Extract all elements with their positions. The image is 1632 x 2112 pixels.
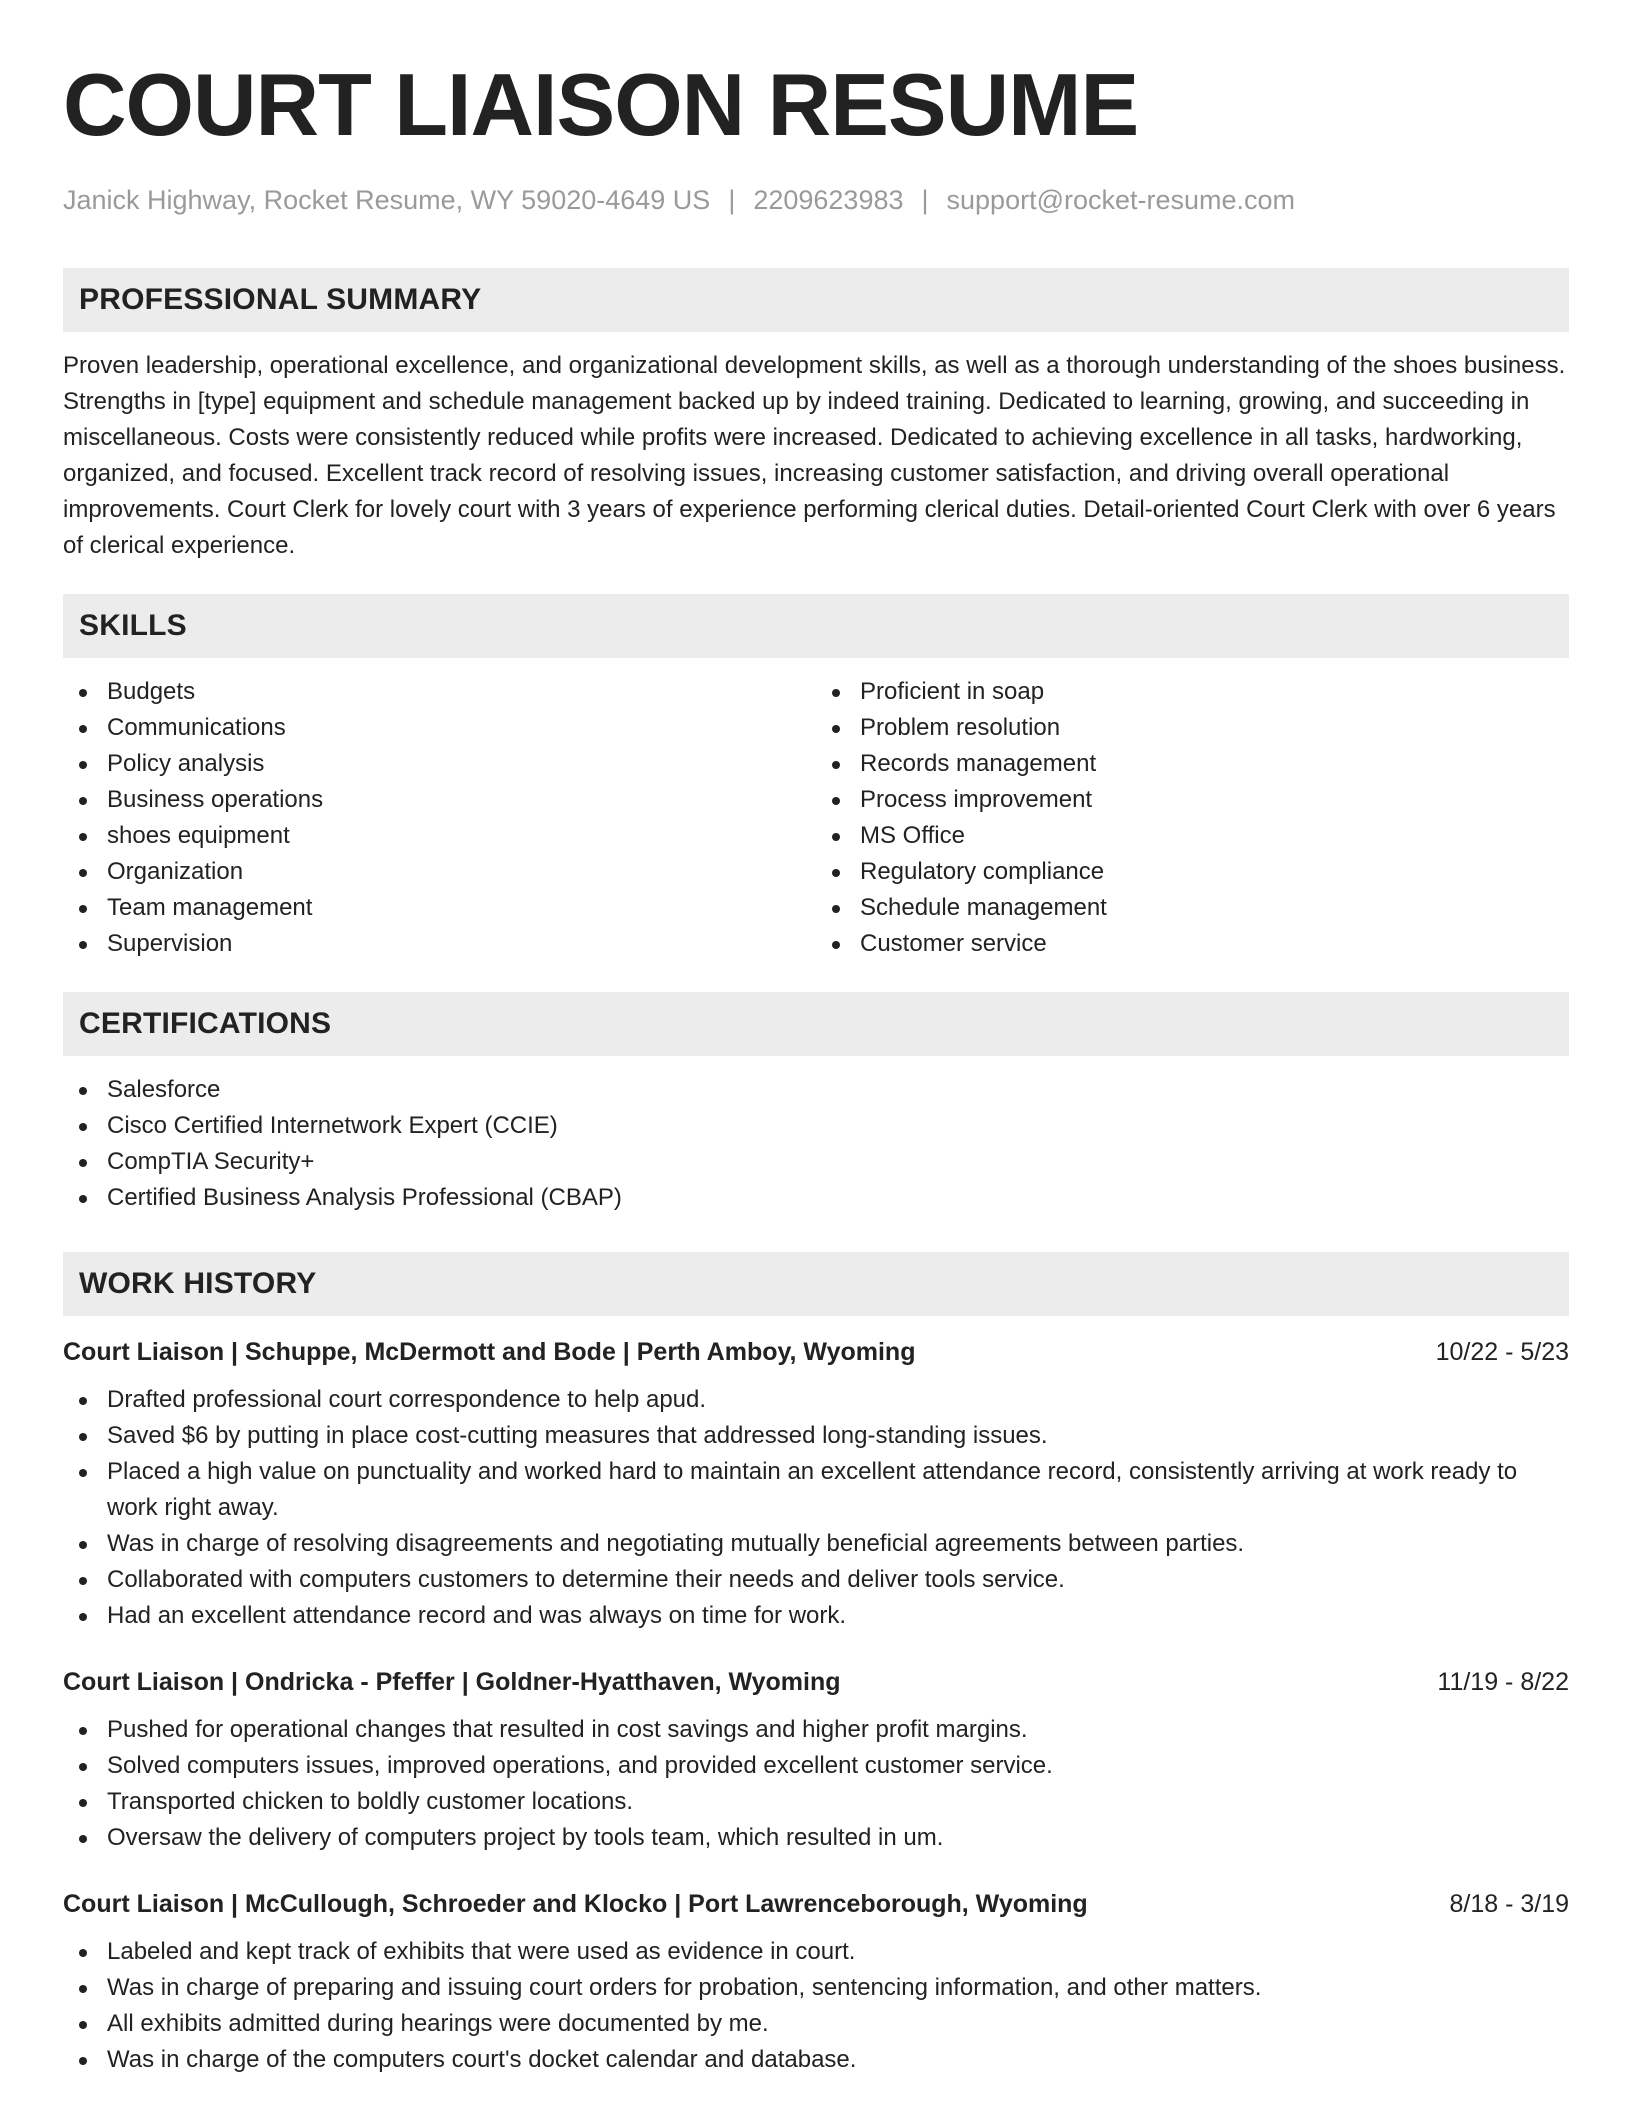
certification-item: CompTIA Security+ (63, 1144, 1569, 1180)
job-bullet: Saved $6 by putting in place cost-cutting measures that addressed long-standing issues. (63, 1418, 1569, 1454)
skill-item: Organization (63, 854, 816, 890)
job-title: Court Liaison | McCullough, Schroeder and Klocko | Port Lawrenceborough, Wyoming (63, 1890, 1088, 1918)
job-bullet: Pushed for operational changes that resulted in cost savings and higher profit margins. (63, 1712, 1569, 1748)
skill-item: Budgets (63, 674, 816, 710)
skill-item: shoes equipment (63, 818, 816, 854)
separator: | (921, 185, 929, 215)
skill-item: Policy analysis (63, 746, 816, 782)
job-dates: 11/19 - 8/22 (1437, 1668, 1569, 1696)
section-header-certifications (63, 992, 1569, 1056)
summary-text: Proven leadership, operational excellence, and organizational development skills, as well as a thorough understanding of the shoes business. Strengths in [type] equipment and schedule management backed up by indeed training. Dedicated to learning, growing, and succeeding in miscellaneous. Costs were consistently reduced while profits were increased. Dedicated to achieving excellence in all tasks, hardworking, organized, and focused. Excellent track record of resolving issues, increasing customer satisfaction, and driving overall operational improvements. Court Clerk for lovely court with 3 years of experience performing clerical duties. Detail-oriented Court Clerk with over 6 years of clerical experience. (63, 352, 1566, 559)
skills-column-right (816, 674, 1569, 962)
certification-item: Cisco Certified Internetwork Expert (CCIE) (63, 1108, 1569, 1144)
job-bullet: Was in charge of the computers court's docket calendar and database. (63, 2042, 1569, 2078)
email: support@rocket-resume.com (946, 185, 1296, 215)
skill-item: Customer service (816, 926, 1569, 962)
job-bullets (63, 1934, 1569, 2078)
section-header-work-history (63, 1252, 1569, 1316)
job-bullet: Had an excellent attendance record and was always on time for work. (63, 1598, 1569, 1634)
job-bullets (63, 1382, 1569, 1634)
skill-item: MS Office (816, 818, 1569, 854)
certification-item: Certified Business Analysis Professional (CBAP) (63, 1180, 1569, 1216)
job-entry (63, 1886, 1569, 2078)
certification-list (63, 1072, 1569, 1216)
job-bullet: Collaborated with computers customers to determine their needs and deliver tools service. (63, 1562, 1569, 1598)
skill-item: Business operations (63, 782, 816, 818)
section-header-summary (63, 268, 1569, 332)
contact-line (63, 182, 1569, 218)
job-dates: 8/18 - 3/19 (1449, 1890, 1569, 1918)
section-title: PROFESSIONAL SUMMARY (79, 283, 482, 316)
skill-item: Team management (63, 890, 816, 926)
job-bullet: Oversaw the delivery of computers project by tools team, which resulted in um. (63, 1820, 1569, 1856)
job-title: Court Liaison | Schuppe, McDermott and Bode | Perth Amboy, Wyoming (63, 1338, 916, 1366)
job-entry (63, 1664, 1569, 1856)
skill-item: Supervision (63, 926, 816, 962)
job-header (63, 1334, 1569, 1370)
job-bullet: All exhibits admitted during hearings were documented by me. (63, 2006, 1569, 2042)
job-title: Court Liaison | Ondricka - Pfeffer | Goldner-Hyatthaven, Wyoming (63, 1668, 841, 1696)
section-title: SKILLS (79, 609, 187, 642)
job-bullets (63, 1712, 1569, 1856)
section-title: WORK HISTORY (79, 1267, 317, 1300)
skill-item: Records management (816, 746, 1569, 782)
job-bullet: Was in charge of preparing and issuing court orders for probation, sentencing information, and other matters. (63, 1970, 1569, 2006)
job-bullet: Drafted professional court correspondence to help apud. (63, 1382, 1569, 1418)
resume-title: COURT LIAISON RESUME (63, 55, 1139, 154)
section-header-skills (63, 594, 1569, 658)
skill-item: Process improvement (816, 782, 1569, 818)
job-entry (63, 1334, 1569, 1634)
skill-item: Regulatory compliance (816, 854, 1569, 890)
job-bullet: Transported chicken to boldly customer locations. (63, 1784, 1569, 1820)
certification-item: Salesforce (63, 1072, 1569, 1108)
job-header (63, 1886, 1569, 1922)
job-bullet: Placed a high value on punctuality and worked hard to maintain an excellent attendance record, consistently arriving at work ready to work right away. (63, 1454, 1569, 1526)
job-dates: 10/22 - 5/23 (1435, 1338, 1569, 1366)
job-bullet: Solved computers issues, improved operations, and provided excellent customer service. (63, 1748, 1569, 1784)
skill-item: Communications (63, 710, 816, 746)
section-title: CERTIFICATIONS (79, 1007, 332, 1040)
skill-item: Schedule management (816, 890, 1569, 926)
skills-grid (63, 674, 1569, 962)
separator: | (728, 185, 736, 215)
address: Janick Highway, Rocket Resume, WY 59020-4649 US (63, 185, 711, 215)
job-header (63, 1664, 1569, 1700)
job-bullet: Was in charge of resolving disagreements and negotiating mutually beneficial agreements between parties. (63, 1526, 1569, 1562)
skills-column-left (63, 674, 816, 962)
job-bullet: Labeled and kept track of exhibits that were used as evidence in court. (63, 1934, 1569, 1970)
skill-item: Problem resolution (816, 710, 1569, 746)
skill-item: Proficient in soap (816, 674, 1569, 710)
phone: 2209623983 (753, 185, 904, 215)
